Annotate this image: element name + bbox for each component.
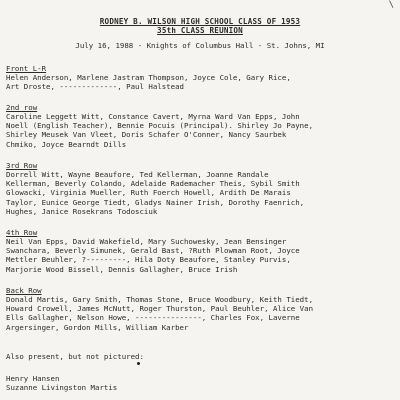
names-line: Neil Van Epps, David Wakefield, Mary Suchowesky, Jean Bensinger (6, 237, 287, 246)
names-line: Howard Crowell, James McNutt, Roger Thurston, Paul Beuhler, Alice Van (6, 304, 314, 314)
event-date-line: July 16, 1988 - Knights of Columbus Hall - St. Johns, MI (75, 41, 325, 50)
section-header: 3rd Row (6, 161, 38, 170)
section-header: 2nd row (6, 103, 38, 112)
section-third-row (6, 161, 398, 216)
names-line: Argersinger, Gordon Mills, William Karber (6, 322, 189, 332)
names-line: Mettler Beuhler, ?---------, Hila Doty Beaufore, Stanley Purvis, (6, 255, 291, 265)
names-line: Art Droste, -------------, Paul Halstead (6, 82, 184, 92)
also-present-names (6, 374, 398, 392)
also-present-label: Also present, but not pictured: (6, 352, 144, 361)
corner-mark: \ (388, 0, 394, 10)
ink-dot (137, 362, 140, 365)
section-header: Front L-R (6, 64, 47, 73)
names-line: Caroline Leggett Witt, Constance Cavert, Myrna Ward Van Epps, John (6, 112, 300, 121)
section-header: Back Row (6, 286, 42, 295)
names-line: Kellerman, Beverly Colando, Adelaide Rademacher Theis, Sybil Smith (6, 179, 300, 189)
names-line: Helen Anderson, Marlene Jastram Thompson, Joyce Cole, Gary Rice, (6, 73, 291, 82)
names-line: Dorrell Witt, Wayne Beaufore, Ted Kellerman, Joanne Randale (6, 170, 269, 179)
names-line: Noell (English Teacher), Bennie Pocuis (Principal). Shirley Jo Payne, (6, 121, 314, 131)
document-subtitle: 35th CLASS REUNION (157, 26, 243, 35)
names-line: Marjorie Wood Bissell, Dennis Gallagher, Bruce Irish (6, 264, 238, 274)
names-line: Donald Martis, Gary Smith, Thomas Stone, Bruce Woodbury, Keith Tiedt, (6, 295, 314, 304)
names-line: Ells Gallagher, Nelson Howe, ---------------, Charles Fox, Laverne (6, 313, 300, 323)
section-header: 4th Row (6, 228, 38, 237)
names-line: Glowacki, Virginia Mueller, Ruth Foerch Howell, Ardith De Marais (6, 188, 291, 198)
section-also-present (6, 352, 398, 361)
names-line: Shirley Meusek Van Vleet, Doris Schafer O'Conner, Nancy Saurbek (6, 130, 287, 140)
names-line: Chmiko, Joyce Bearndt Dills (6, 139, 127, 149)
names-line: Suzanne Livingston Martis (6, 383, 118, 393)
document-title: RODNEY B. WILSON HIGH SCHOOL CLASS OF 1953 (99, 17, 301, 26)
section-fourth-row (6, 228, 398, 274)
names-line: Swanchara, Beverly Simunek, Gerald Bast, ?Ruth Plowman Root, Joyce (6, 246, 300, 256)
section-second-row (6, 103, 398, 149)
names-line: Hughes, Janice Rosekrans Todosciuk (6, 206, 158, 216)
names-line: Taylor, Eunice George Tiedt, Gladys Nainer Irish, Dorothy Faenrich, (6, 197, 305, 207)
section-back-row (6, 286, 398, 332)
names-line: Henry Hansen (6, 374, 60, 383)
section-front-row (6, 64, 398, 91)
